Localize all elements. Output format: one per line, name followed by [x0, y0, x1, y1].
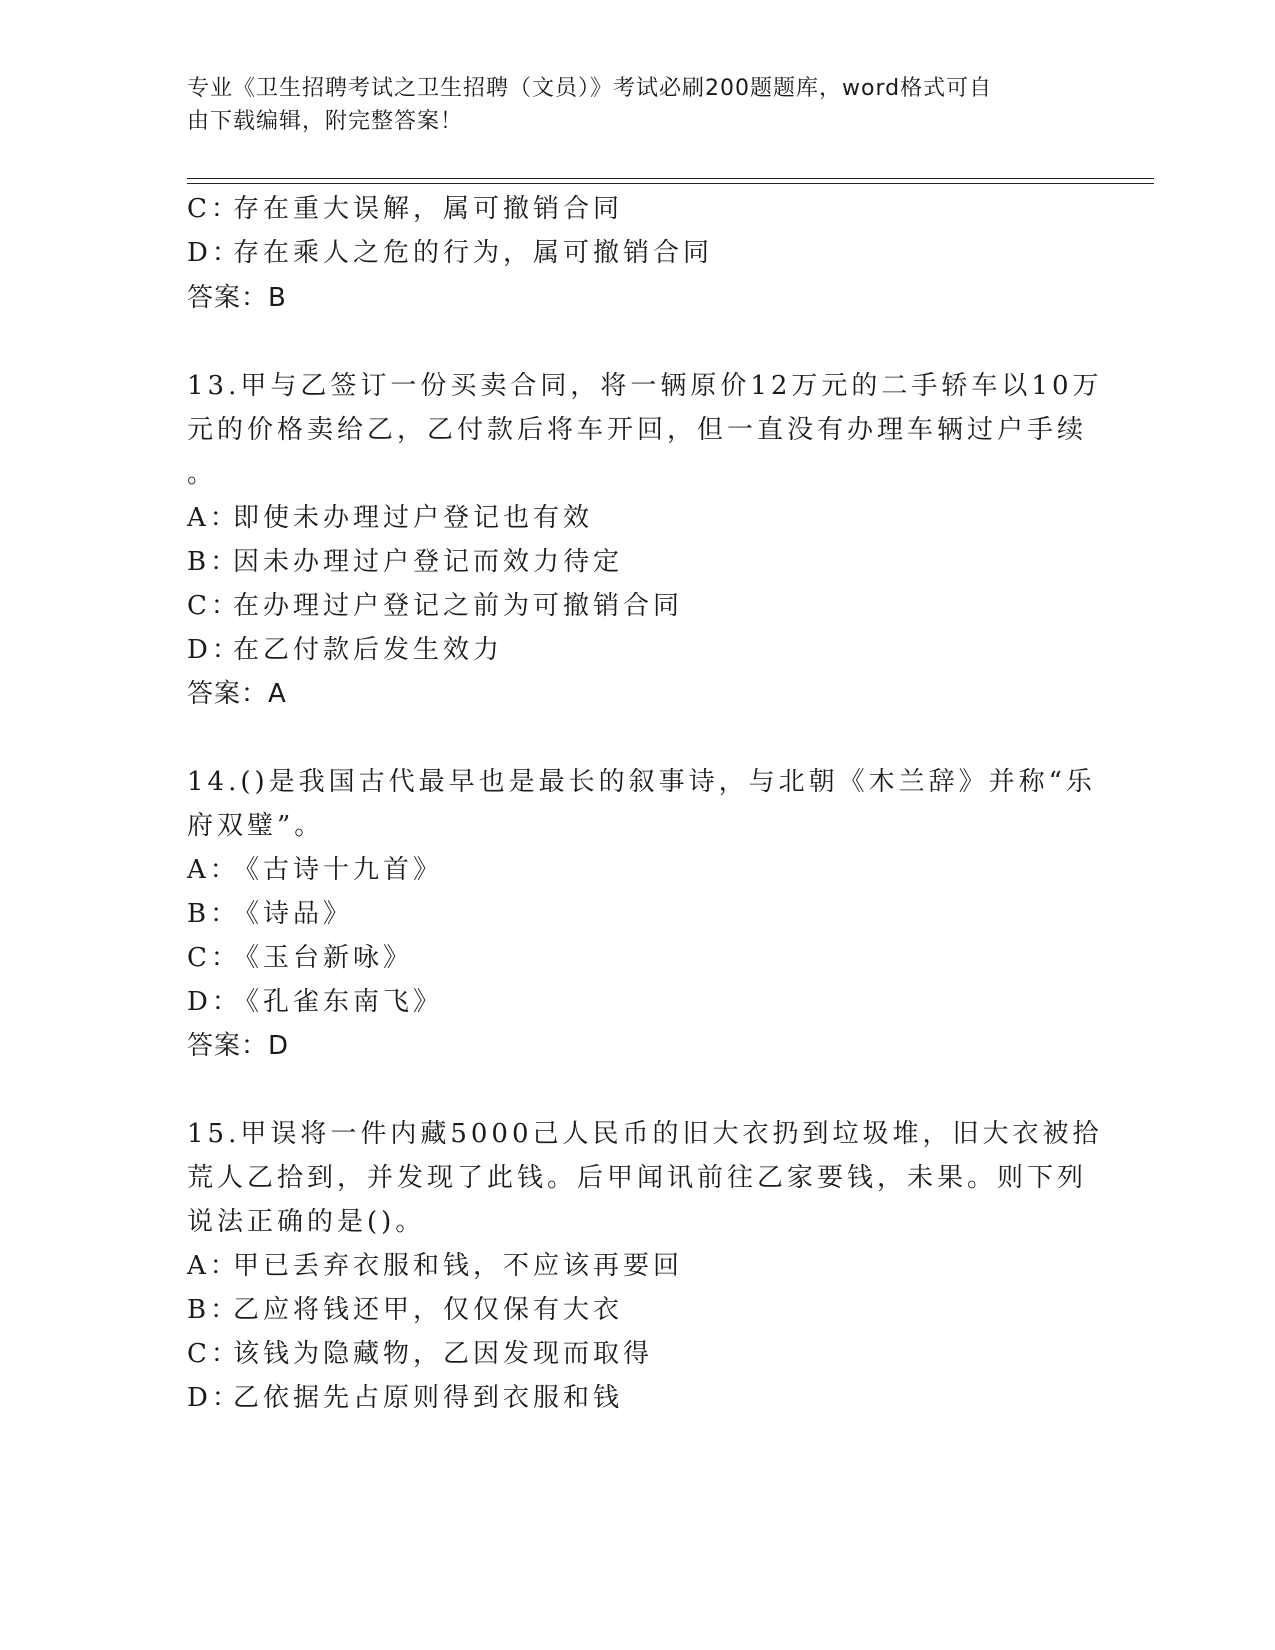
q15-option-d-label: D：	[187, 1383, 242, 1413]
q14-option-a-label: A：	[187, 855, 240, 885]
q15-option-c-label: C：	[187, 1339, 241, 1369]
q13-option-b-label: B：	[187, 547, 241, 577]
q15-option-b-label: B：	[187, 1295, 241, 1325]
header-line-1: 专业《卫生招聘考试之卫生招聘（文员）》考试必刷200题题库，word格式可自	[187, 76, 993, 101]
q13-option-c	[187, 583, 683, 629]
q12-option-d-text: 存在乘人之危的行为，属可撤销合同	[233, 238, 714, 268]
q13-option-a-text: 即使未办理过户登记也有效	[233, 503, 594, 533]
header-line-2: 由下载编辑，附完整答案！	[187, 109, 464, 134]
q15-option-d	[187, 1375, 623, 1421]
q15-option-a-text: 甲已丢弃衣服和钱，不应该再要回	[233, 1251, 684, 1281]
q15-stem-line-2: 荒人乙拾到，并发现了此钱。后甲闻讯前往乙家要钱，未果。则下列	[187, 1163, 1088, 1193]
q15-option-c-text: 该钱为隐藏物，乙因发现而取得	[233, 1339, 654, 1369]
q15-option-b-text: 乙应将钱还甲，仅仅保有大衣	[233, 1295, 624, 1325]
q14-answer: 答案：D	[187, 1031, 290, 1061]
q12-option-d-label: D：	[187, 238, 242, 268]
q14-option-c	[187, 935, 413, 981]
q13-option-c-label: C：	[187, 591, 241, 621]
document-header	[187, 72, 1067, 138]
q15-option-d-text: 乙依据先占原则得到衣服和钱	[233, 1383, 624, 1413]
q13-stem-line-2: 元的价格卖给乙，乙付款后将车开回，但一直没有办理车辆过户手续	[187, 415, 1088, 445]
header-rule-top	[187, 178, 1154, 179]
header-rule-bottom	[187, 183, 1154, 184]
q12-option-c	[187, 186, 623, 232]
q14-option-a	[187, 847, 443, 893]
q14-option-a-text: 《古诗十九首》	[233, 855, 444, 885]
q14-option-d	[187, 979, 443, 1025]
q13-answer: 答案：A	[187, 679, 287, 709]
q14-option-b	[187, 891, 353, 937]
q13-option-a-label: A：	[187, 503, 240, 533]
q13-option-d	[187, 627, 503, 673]
q12-option-c-label: C：	[187, 194, 241, 224]
q15-stem-line-3: 说法正确的是()。	[187, 1207, 426, 1237]
q13-option-d-label: D：	[187, 635, 242, 665]
q12-option-d	[187, 230, 713, 276]
q12-option-c-text: 存在重大误解，属可撤销合同	[233, 194, 624, 224]
q15-option-b	[187, 1287, 623, 1333]
q14-option-b-text: 《诗品》	[233, 899, 354, 929]
q15-option-c	[187, 1331, 653, 1377]
q13-option-b-text: 因未办理过户登记而效力待定	[233, 547, 624, 577]
q13-option-a	[187, 495, 593, 541]
q14-option-d-text: 《孔雀东南飞》	[233, 987, 444, 1017]
q15-option-a	[187, 1243, 683, 1289]
q15-option-a-label: A：	[187, 1251, 240, 1281]
q14-stem-line-2: 府双璧”。	[187, 811, 325, 841]
q13-option-c-text: 在办理过户登记之前为可撤销合同	[233, 591, 684, 621]
q12-answer: 答案：B	[187, 283, 287, 313]
q15-stem-line-1: 15.甲误将一件内藏5000己人民币的旧大衣扔到垃圾堆，旧大衣被拾	[187, 1119, 1103, 1149]
q14-option-d-label: D：	[187, 987, 242, 1017]
q14-stem-line-1: 14.()是我国古代最早也是最长的叙事诗，与北朝《木兰辞》并称“乐	[187, 767, 1096, 797]
q14-option-c-label: C：	[187, 943, 241, 973]
q14-option-b-label: B：	[187, 899, 241, 929]
q13-option-d-text: 在乙付款后发生效力	[233, 635, 504, 665]
q13-stem-line-1: 13.甲与乙签订一份买卖合同，将一辆原价12万元的二手轿车以10万	[187, 371, 1103, 401]
q14-option-c-text: 《玉台新咏》	[233, 943, 414, 973]
q13-stem-line-3: 。	[187, 459, 218, 489]
q13-option-b	[187, 539, 623, 585]
